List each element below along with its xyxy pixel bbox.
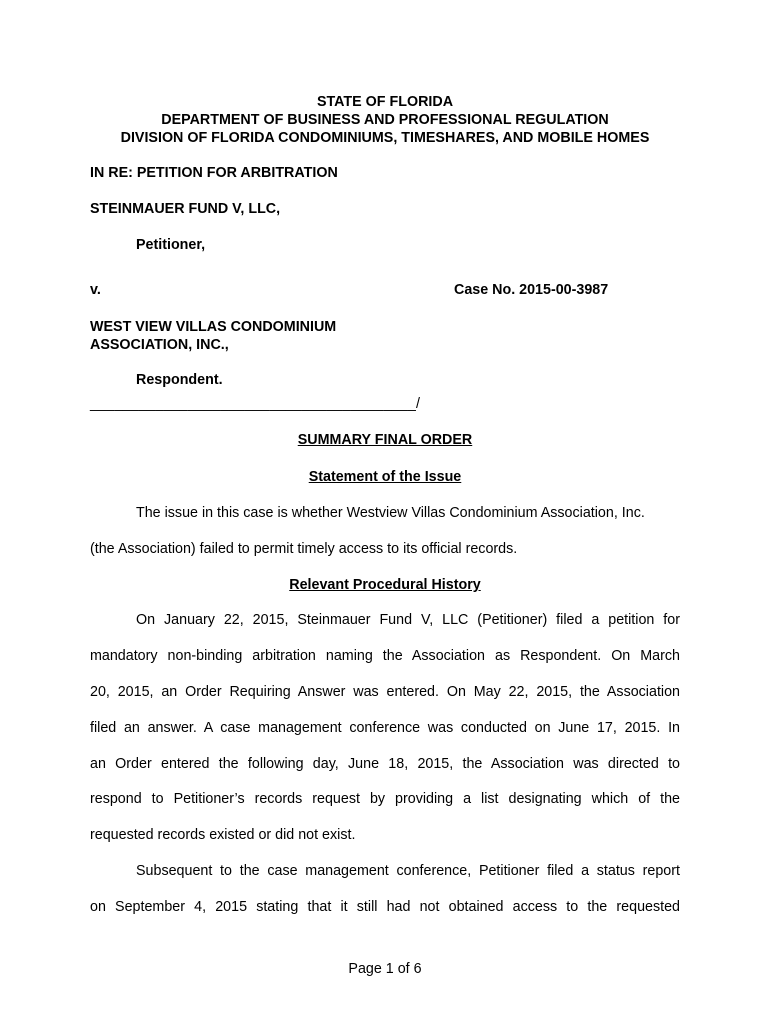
header-division: DIVISION OF FLORIDA CONDOMINIUMS, TIMESHARES, AND MOBILE HOMES — [120, 130, 650, 146]
history-para1-line-4: filed an answer. A case management conference was conducted on June 17, 2015. In — [90, 720, 680, 736]
caption-respondent-role: Respondent. — [136, 372, 223, 388]
history-para1-line-3: 20, 2015, an Order Requiring Answer was entered. On May 22, 2015, the Association — [90, 684, 680, 700]
history-para1-line-1: On January 22, 2015, Steinmauer Fund V, LLC (Petitioner) filed a petition for — [136, 612, 680, 628]
history-para1-line-2: mandatory non-binding arbitration naming the Association as Respondent. On March — [90, 648, 680, 664]
history-para1-line-5: an Order entered the following day, June 18, 2015, the Association was directed to — [90, 756, 680, 772]
caption-respondent-name-1: WEST VIEW VILLAS CONDOMINIUM — [90, 319, 337, 335]
section-heading-issue: Statement of the Issue — [308, 469, 462, 485]
caption-separator: ________________________________________/ — [90, 396, 421, 412]
header-state: STATE OF FLORIDA — [316, 94, 454, 110]
caption-case-number: Case No. 2015-00-3987 — [454, 282, 609, 298]
caption-in-re: IN RE: PETITION FOR ARBITRATION — [90, 165, 338, 181]
history-para2-line-1: Subsequent to the case management conference, Petitioner filed a status report — [136, 863, 680, 879]
history-para1-line-6: respond to Petitioner’s records request by providing a list designating which of the — [90, 791, 680, 807]
caption-petitioner-role: Petitioner, — [136, 237, 206, 253]
history-para2-line-2: on September 4, 2015 stating that it still had not obtained access to the requested — [90, 899, 680, 915]
caption-respondent-name-2: ASSOCIATION, INC., — [90, 337, 229, 353]
section-heading-procedural-history: Relevant Procedural History — [289, 577, 481, 593]
document-title: SUMMARY FINAL ORDER — [297, 432, 473, 448]
caption-petitioner-name: STEINMAUER FUND V, LLC, — [90, 201, 281, 217]
history-para1-line-7: requested records existed or did not exist. — [90, 827, 356, 843]
header-department: DEPARTMENT OF BUSINESS AND PROFESSIONAL REGULATION — [161, 112, 609, 128]
issue-line-2: (the Association) failed to permit timely access to its official records. — [90, 541, 518, 557]
page-number: Page 1 of 6 — [348, 961, 422, 977]
issue-line-1: The issue in this case is whether Westview Villas Condominium Association, Inc. — [136, 505, 645, 521]
caption-versus: v. — [90, 282, 101, 298]
